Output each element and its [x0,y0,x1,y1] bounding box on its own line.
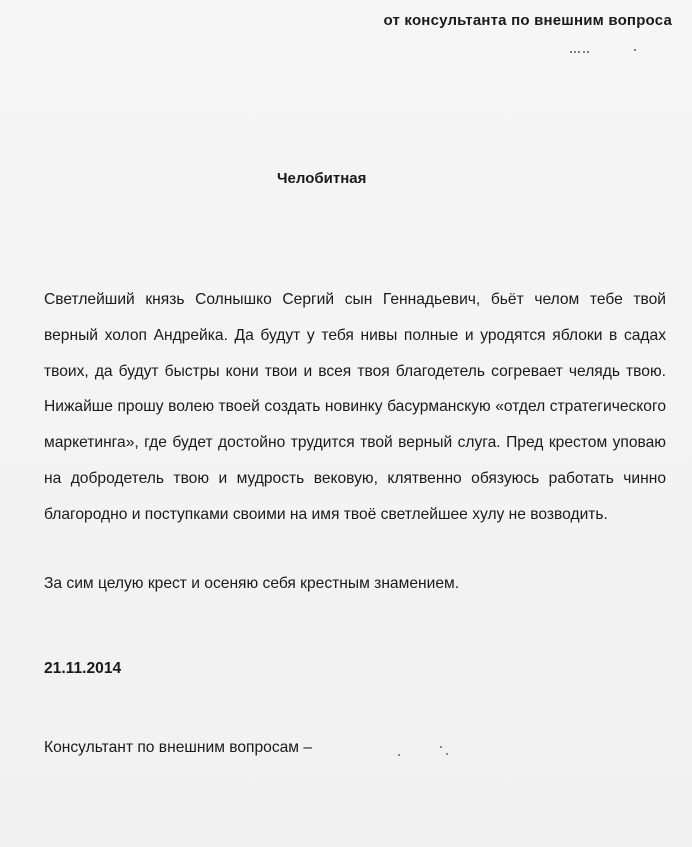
petition-body: Светлейший князь Солнышко Сергий сын Геннадьевич, бьёт челом тебе твой верный холоп Андрейка. Да будут у тебя нивы полные и уродятся яблоки в садах твоих, да будут быстры кони твои и всея твоя благодетель согревает челядь твою. Нижайше прошу волею твоей создать новинку басурманскую «отдел стратегического маркетинга», где будет достойно трудится твой верный слуга. Пред крестом уповаю на добродетель твою и мудрость вековую, клятвенно обязуюсь работать чинно благородно и поступками своими на имя твоё светлейшее хулу не возводить. [44,291,666,523]
document-date: 21.11.2014 [44,660,122,677]
redacted-name-marks [570,46,640,56]
signature-line: Консультант по внешним вопросам – [44,739,313,756]
document-title: Челобитная [277,170,367,187]
closing-line: За сим целую крест и осеняю себя крестным знамением. [44,575,460,592]
sender-header: от консультанта по внешним вопроса [383,12,672,29]
redacted-signature-marks [390,744,460,764]
